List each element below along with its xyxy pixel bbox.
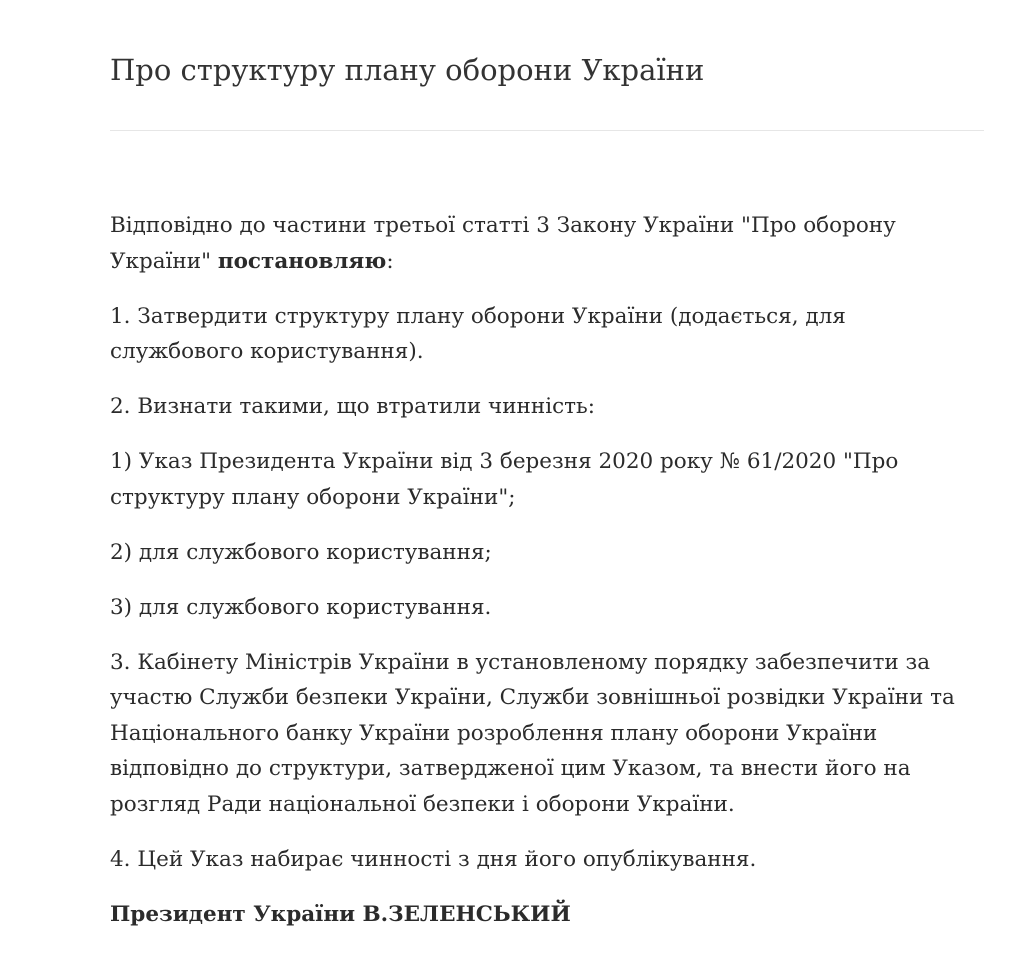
intro-text: Відповідно до частини третьої статті 3 Закону України "Про оборону України" bbox=[110, 213, 896, 274]
title-divider bbox=[110, 130, 984, 131]
item-1-approve: 1. Затвердити структуру плану оборони України (додається, для службового користування). bbox=[110, 303, 846, 364]
item-3-cabinet: 3. Кабінету Міністрів України в установленому порядку забезпечити за участю Служби безпеки України, Служби зовнішньої розвідки України та Національного банку України розроблення плану оборони України відповідно до структури, затвердженої цим Указом, та внести його на розгляд Ради національної безпеки і оборони України. bbox=[110, 649, 955, 817]
item-2-invalidate: 2. Визнати такими, що втратили чинність: bbox=[110, 394, 595, 419]
intro-colon: : bbox=[386, 248, 394, 274]
intro-decree-word: постановляю bbox=[217, 248, 387, 274]
item-2-subitem-3: 3) для службового користування. bbox=[110, 594, 492, 620]
item-4-effective: 4. Цей Указ набирає чинності з дня його опублікування. bbox=[110, 846, 757, 872]
document-body bbox=[110, 208, 970, 952]
intro-paragraph bbox=[110, 208, 970, 279]
item-2-subitem-1: 1) Указ Президента України від 3 березня 2020 року № 61/2020 "Про структуру плану оборони України"; bbox=[110, 449, 899, 510]
page-title: Про структуру плану оборони України bbox=[110, 53, 705, 87]
signature: Президент України В.ЗЕЛЕНСЬКИЙ bbox=[110, 901, 571, 927]
item-2-subitem-2: 2) для службового користування; bbox=[110, 539, 492, 565]
